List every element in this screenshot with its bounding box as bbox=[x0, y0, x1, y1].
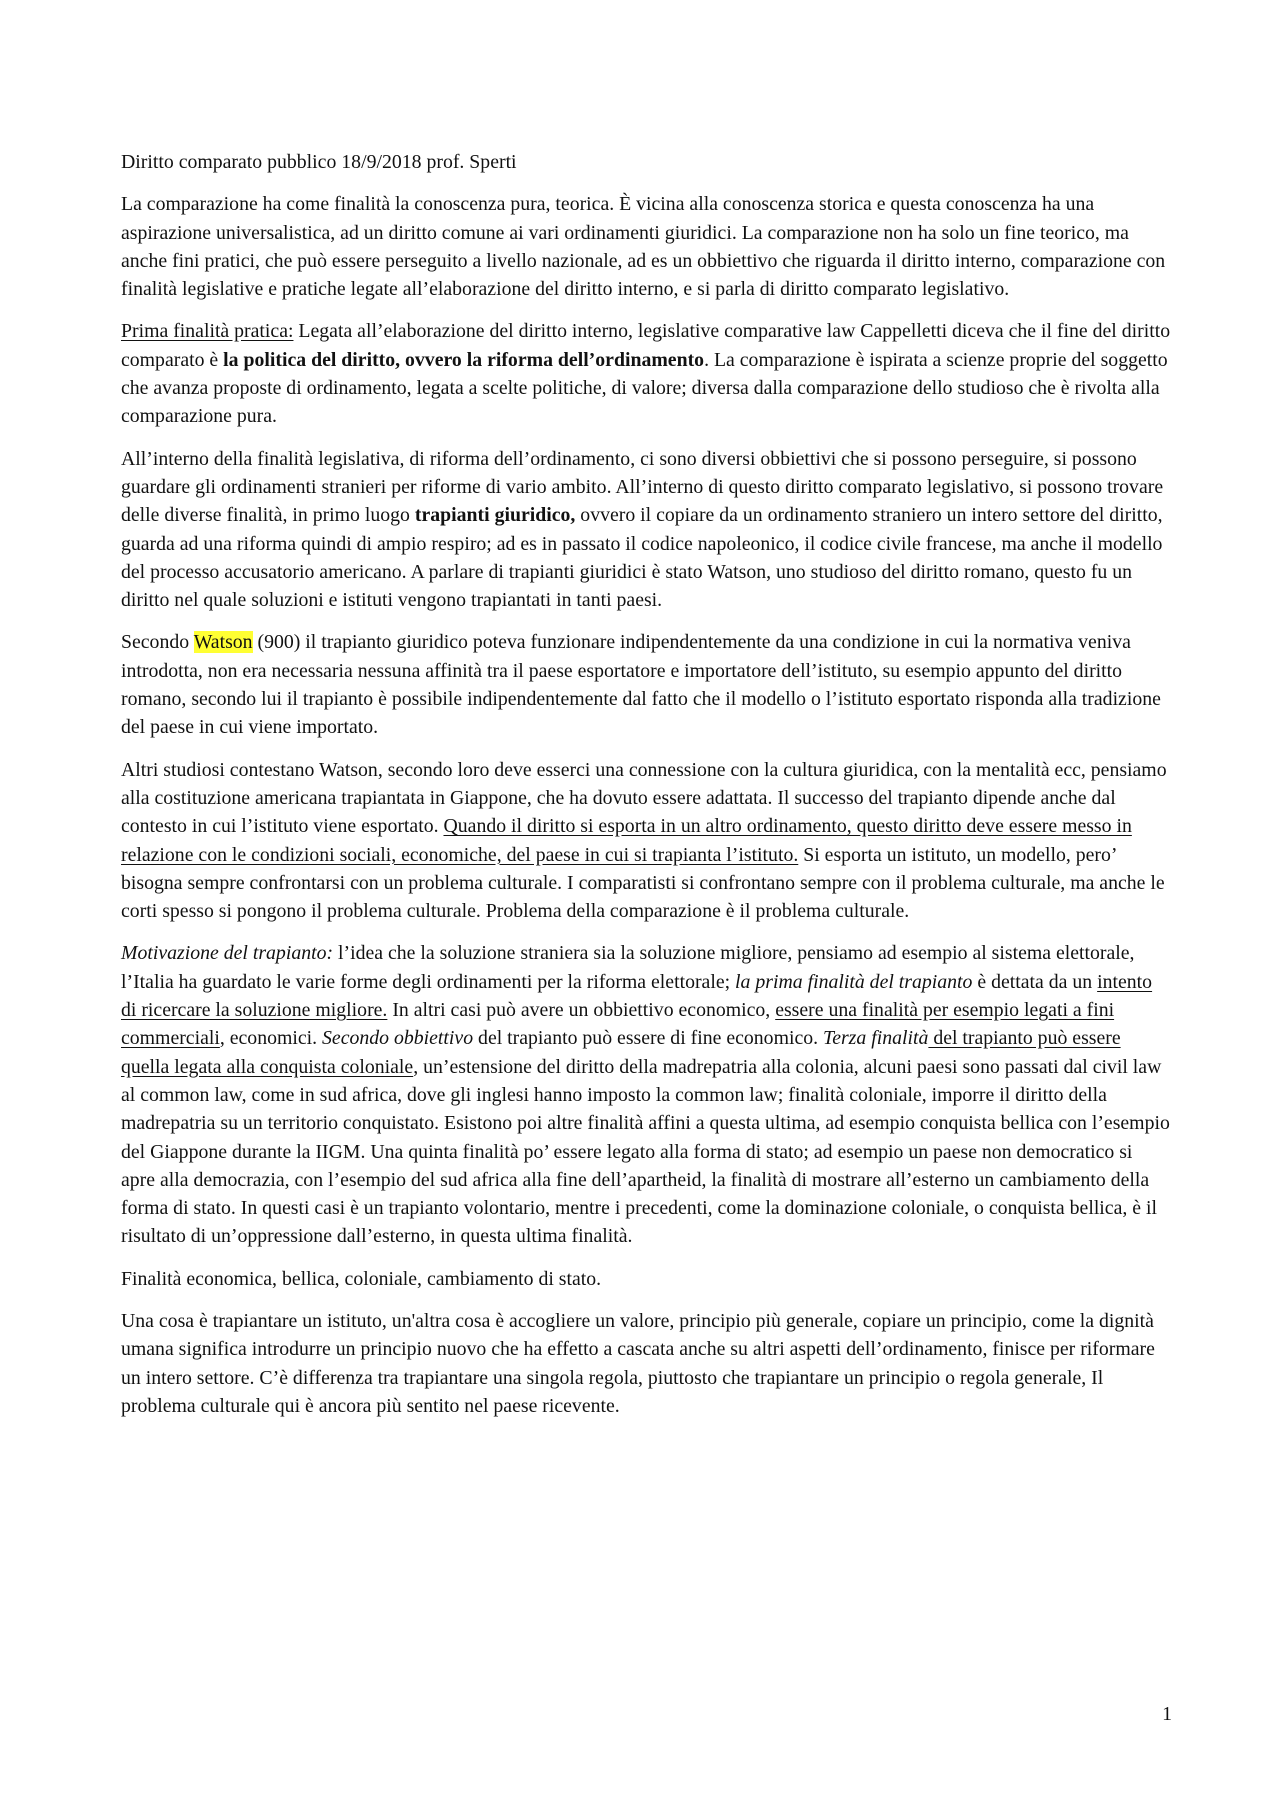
p2-bold-1: la politica del diritto, ovvero la riforma dell’ordinamento bbox=[223, 348, 705, 371]
p6-text-2: è dettata da un bbox=[972, 970, 1098, 993]
p3-text-2: ovvero il copiare da un ordinamento straniero un intero settore del diritto, guarda ad una riforma quindi di ampio respiro; ad es in passato il codice napoleonico, il codice civile francese, ma anche il modello del processo accusatorio americano. A parlare di trapianti giuridici è stato Watson, uno studioso del diritto romano, questo fu un diritto nel quale soluzioni e istituti vengono trapiantati in tanti paesi. bbox=[121, 504, 1163, 612]
p6-text-3: In altri casi può avere un obbiettivo economico, bbox=[387, 999, 776, 1022]
highlighted-watson: Watson bbox=[193, 631, 253, 654]
p6-underline-1: intento di ricercare la soluzione migliore. bbox=[121, 970, 1153, 1022]
paragraph-6 bbox=[121, 939, 1171, 1250]
section-heading-prima-finalita: Prima finalità pratica: bbox=[121, 320, 294, 343]
p3-bold-1: trapianti giuridico, bbox=[414, 504, 576, 527]
p5-underline-1: Quando il diritto si esporta in un altro ordinamento, questo diritto deve essere messo in relazione con le condizioni sociali, economiche, del paese in cui si trapianta l’istituto. bbox=[121, 815, 1132, 866]
p6-text-4: , economici. bbox=[219, 1027, 323, 1050]
p4-text-2: (900) il trapianto giuridico poteva funzionare indipendentemente da una condizione in cui la normativa veniva introdotta, non era necessaria nessuna affinità tra il paese esportatore e importatore dell’istituto, su esempio appunto del diritto romano, secondo lui il trapianto è possibile indipendentemente dal fatto che il modello o l’istituto esportato risponda alla tradizione del paese in cui viene importato. bbox=[121, 631, 1161, 739]
p6-text-6: , un’estensione del diritto della madrepatria alla colonia, alcuni paesi sono passati dal civil law al common law, come in sud africa, dove gli inglesi hanno imposto la common law; finalità coloniale, imporre il diritto della madrepatria su un territorio conquistato. Esistono poi altre finalità affini a questa ultima, ad esempio conquista bellica con l’esempio del Giappone durante la IIGM. Una quinta finalità po’ essere legato alla forma di stato; ad esempio un paese non democratico si apre alla democrazia, con l’esempio del sud africa alla fine dell’apartheid, la finalità di mostrare all’esterno un cambiamento della forma di stato. In questi casi è un trapianto volontario, mentre i precedenti, come la dominazione coloniale, o conquista bellica, è il risultato di un’oppressione dall’esterno, in questa ultima finalità. bbox=[121, 1055, 1170, 1248]
paragraph-1: La comparazione ha come finalità la conoscenza pura, teorica. È vicina alla conoscenza storica e questa conoscenza ha una aspirazione universalistica, ad un diritto comune ai vari ordinamenti giuridici. La comparazione non ha solo un fine teorico, ma anche fini pratici, che può essere perseguito a livello nazionale, ad es un obbiettivo che riguarda il diritto interno, comparazione con finalità legislative e pratiche legate all’elaborazione del diritto interno, e si parla di diritto comparato legislativo. bbox=[121, 193, 1166, 301]
paragraph-3 bbox=[121, 445, 1171, 615]
paragraph-5 bbox=[121, 756, 1171, 926]
p4-text-1: Secondo bbox=[121, 631, 194, 654]
p6-underline-3: del trapianto può essere quella legata alla conquista coloniale bbox=[121, 1027, 1121, 1078]
p6-underline-2: essere una finalità per esempio legati a fini commerciali bbox=[121, 999, 1115, 1050]
page-number: 1 bbox=[1162, 1703, 1172, 1725]
p3-text-1: All’interno della finalità legislativa, di riforma dell’ordinamento, ci sono diversi obbiettivi che si possono perseguire, si possono guardare gli ordinamenti stranieri per riforme di vario ambito. All’interno di questo diritto comparato legislativo, si possono trovare delle diverse finalità, in primo luogo bbox=[121, 447, 1164, 527]
p6-italic-2: la prima finalità del trapianto bbox=[735, 970, 973, 993]
document-body bbox=[121, 148, 1171, 1434]
p2-text-2: . La comparazione è ispirata a scienze proprie del soggetto che avanza proposte di ordinamento, legata a scelte politiche, di valore; diversa dalla comparazione dello studioso che è rivolta alla comparazione pura. bbox=[121, 348, 1168, 428]
p6-text-1: l’idea che la soluzione straniera sia la soluzione migliore, pensiamo ad esempio al sistema elettorale, l’Italia ha guardato le varie forme degli ordinamenti per la riforma elettorale; bbox=[121, 942, 1135, 993]
paragraph-7: Finalità economica, bellica, coloniale, cambiamento di stato. bbox=[121, 1267, 602, 1290]
p5-text-2: Si esporta un istituto, un modello, pero’ bisogna sempre confrontarsi con un problema culturale. I comparatisti si confrontano sempre con il problema culturale, ma anche le corti spesso si pongono il problema culturale. Problema della comparazione è il problema culturale. bbox=[121, 843, 1165, 923]
p5-text-1: Altri studiosi contestano Watson, secondo loro deve esserci una connessione con la cultura giuridica, con la mentalità ecc, pensiamo alla costituzione americana trapiantata in Giappone, che ha dovuto essere adattata. Il successo del trapianto dipende anche dal contesto in cui l’istituto viene esportato. bbox=[121, 758, 1167, 838]
paragraph-8: Una cosa è trapiantare un istituto, un'altra cosa è accogliere un valore, principio più generale, copiare un principio, come la dignità umana significa introdurre un principio nuovo che ha effetto a cascata anche su altri aspetti dell’ordinamento, finisce per riformare un intero settore. C’è differenza tra trapiantare una singola regola, piuttosto che trapiantare un principio o regola generale, Il problema culturale qui è ancora più sentito nel paese ricevente. bbox=[121, 1309, 1155, 1417]
p6-text-5: del trapianto può essere di fine economico. bbox=[473, 1027, 824, 1050]
paragraph-4 bbox=[121, 628, 1171, 741]
p2-text-1: Legata all’elaborazione del diritto interno, legislative comparative law Cappelletti diceva che il fine del diritto comparato è bbox=[121, 320, 1171, 371]
p6-italic-4: Terza finalità bbox=[823, 1027, 929, 1050]
p6-italic-3: Secondo obbiettivo bbox=[322, 1027, 474, 1050]
paragraph-2 bbox=[121, 317, 1171, 430]
document-title: Diritto comparato pubblico 18/9/2018 prof. Sperti bbox=[121, 151, 517, 173]
p6-italic-1: Motivazione del trapianto: bbox=[121, 942, 334, 965]
